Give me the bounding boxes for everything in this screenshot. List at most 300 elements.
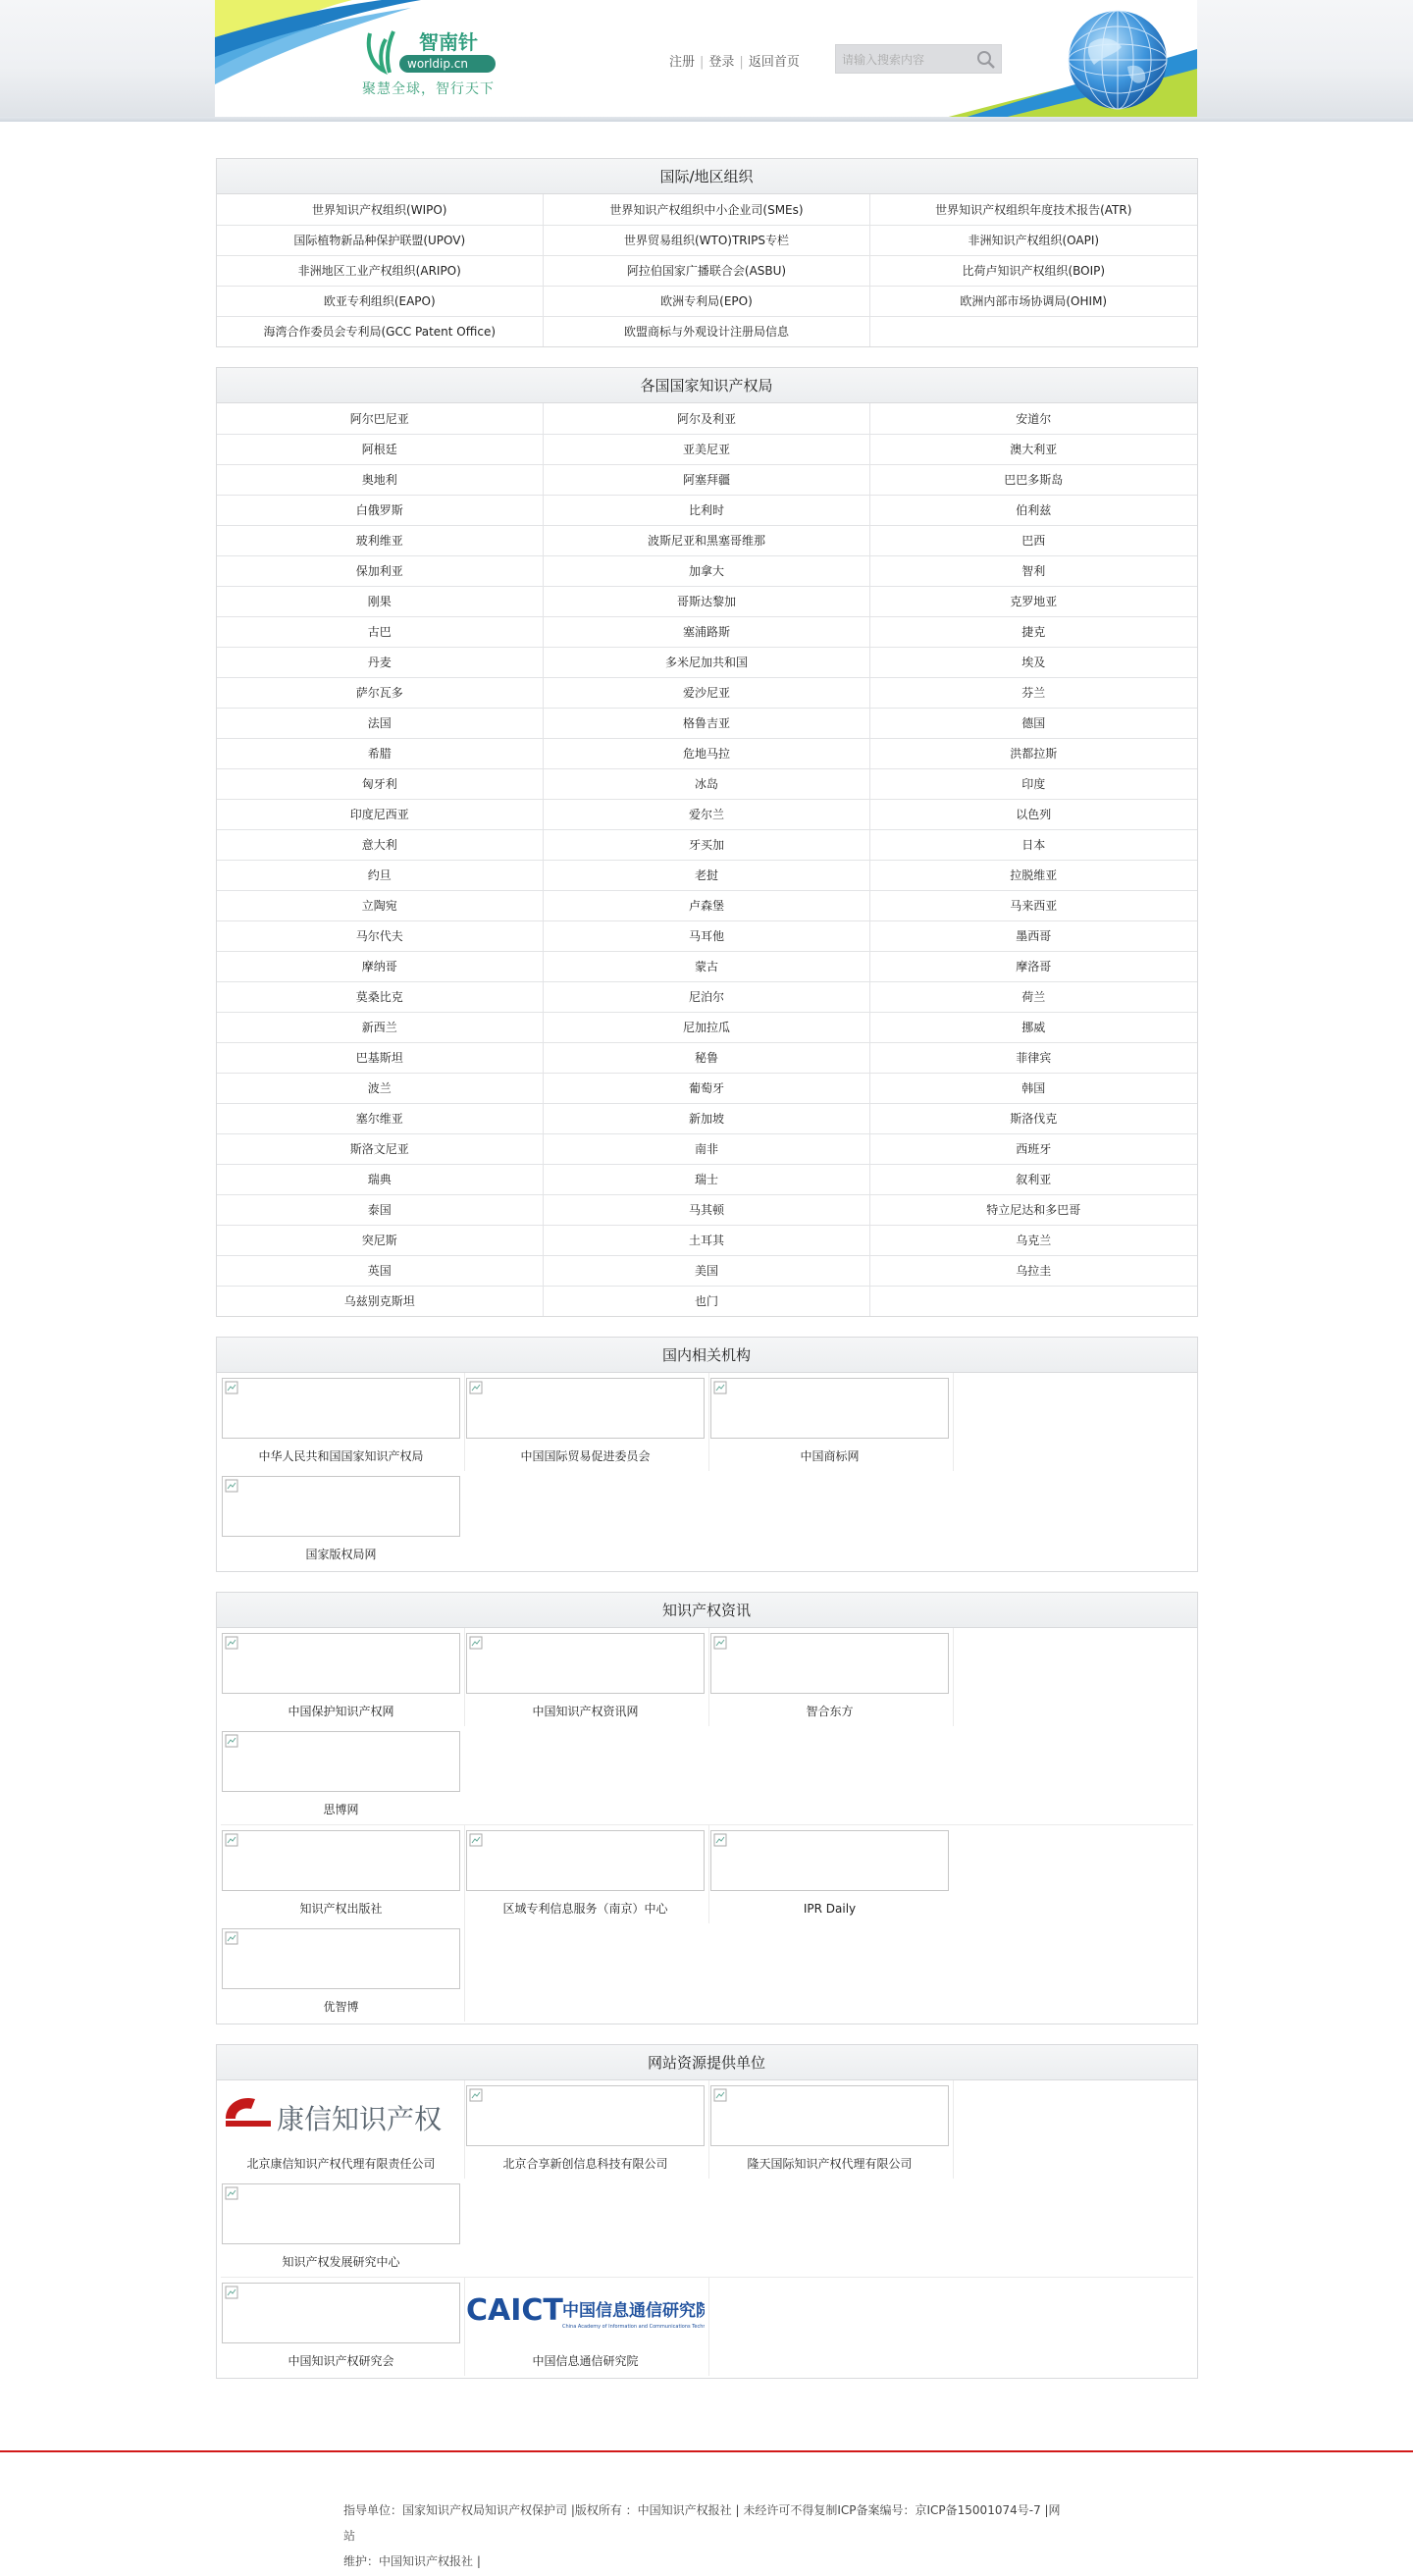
link-item[interactable]: 欧洲专利局(EPO) <box>660 294 753 308</box>
card-news-3[interactable] <box>221 1726 465 1824</box>
link-item[interactable]: 波兰 <box>367 1081 392 1095</box>
table-cell[interactable] <box>217 255 544 286</box>
svg-text:worldip.cn: worldip.cn <box>407 57 469 71</box>
card-label[interactable]: 中国信息通信研究院 <box>532 2354 639 2368</box>
link-item[interactable]: 保加利亚 <box>355 564 403 578</box>
card-news-1[interactable] <box>465 1628 709 1726</box>
table-cell[interactable] <box>217 1103 544 1133</box>
table-cell[interactable] <box>870 403 1197 434</box>
table-cell[interactable] <box>217 464 544 495</box>
link-item[interactable]: 阿根廷 <box>361 443 397 456</box>
link-item[interactable]: 尼泊尔 <box>688 990 724 1004</box>
table-cell[interactable] <box>870 1103 1197 1133</box>
link-item[interactable]: 世界知识产权组织中小企业司(SMEs) <box>609 202 804 217</box>
table-row <box>217 555 1197 586</box>
link-item[interactable]: 约旦 <box>367 868 392 882</box>
table-cell[interactable] <box>870 860 1197 890</box>
section-ip-news <box>216 1592 1198 2024</box>
link-separator: | <box>700 55 705 70</box>
link-item[interactable]: 日本 <box>1021 838 1046 852</box>
link-item[interactable]: 欧亚专利组织(EAPO) <box>323 294 436 308</box>
link-item[interactable]: 意大利 <box>361 838 397 852</box>
card-provider-1[interactable] <box>465 2080 709 2179</box>
link-item[interactable]: 印度尼西亚 <box>349 808 409 821</box>
table-cell[interactable] <box>870 286 1197 316</box>
table-cell[interactable] <box>870 829 1197 860</box>
card-label[interactable]: IPR Daily <box>803 1902 857 1916</box>
table-cell[interactable] <box>544 1042 870 1073</box>
link-item[interactable]: 芬兰 <box>1021 686 1046 700</box>
link-item[interactable]: 世界知识产权组织年度技术报告(ATR) <box>935 202 1132 217</box>
table-cell[interactable] <box>217 1164 544 1194</box>
link-item[interactable]: 叙利亚 <box>1016 1173 1052 1186</box>
table-cell[interactable] <box>217 708 544 738</box>
card-news-6[interactable] <box>709 1825 954 1923</box>
link-item[interactable]: 瑞士 <box>694 1173 718 1186</box>
link-item[interactable]: 马其顿 <box>688 1203 724 1217</box>
card-provider-2[interactable] <box>709 2080 954 2179</box>
link-item[interactable]: 墨西哥 <box>1016 929 1052 943</box>
link-item[interactable]: 摩纳哥 <box>361 960 397 973</box>
news-cards <box>217 1628 1197 2024</box>
link-item[interactable]: 瑞典 <box>367 1173 392 1186</box>
link-item[interactable]: 乌克兰 <box>1016 1234 1052 1247</box>
table-cell[interactable] <box>870 1164 1197 1194</box>
card-label[interactable]: 知识产权发展研究中心 <box>282 2255 400 2269</box>
link-item[interactable]: 突尼斯 <box>361 1234 397 1247</box>
table-cell[interactable] <box>217 403 544 434</box>
link-item[interactable]: 海湾合作委员会专利局(GCC Patent Office) <box>263 325 497 340</box>
table-cell[interactable] <box>217 434 544 464</box>
card-label[interactable]: 中国保护知识产权网 <box>288 1705 394 1718</box>
link-item[interactable]: 智利 <box>1021 564 1046 578</box>
table-row <box>217 890 1197 920</box>
table-cell[interactable] <box>217 286 544 316</box>
footer-line-1: 指导单位：国家知识产权局知识产权保护司 |版权所有 ：中国知识产权报社 | 未经许可不得复制ICP备案编号：京ICP备15001074号-7 |网站 <box>343 2503 1061 2543</box>
table-cell[interactable] <box>870 1073 1197 1103</box>
search-input[interactable] <box>842 50 969 70</box>
svg-text:智南针: 智南针 <box>419 30 478 54</box>
link-item[interactable]: 新西兰 <box>361 1021 397 1034</box>
link-item[interactable]: 亚美尼亚 <box>682 443 730 456</box>
table-cell[interactable] <box>870 1042 1197 1073</box>
broken-image-icon <box>222 2283 460 2343</box>
link-item[interactable]: 塞尔维亚 <box>355 1112 403 1126</box>
link-item[interactable]: 刚果 <box>367 595 392 608</box>
table-cell[interactable] <box>544 525 870 555</box>
table-cell[interactable] <box>544 981 870 1012</box>
card-domestic-0[interactable] <box>221 1373 465 1471</box>
link-item[interactable]: 萨尔瓦多 <box>355 686 403 700</box>
link-item[interactable]: 泰国 <box>367 1203 392 1217</box>
provider-cards <box>217 2080 1197 2378</box>
national-office-table <box>217 403 1197 1316</box>
table-cell[interactable] <box>544 708 870 738</box>
card-label[interactable]: 智合东方 <box>806 1705 854 1718</box>
link-item[interactable]: 阿塞拜疆 <box>682 473 730 487</box>
card-provider-0[interactable] <box>221 2080 465 2179</box>
table-cell[interactable] <box>870 586 1197 616</box>
link-item[interactable]: 印度 <box>1021 777 1046 791</box>
link-item[interactable]: 伯利兹 <box>1016 503 1052 517</box>
link-item[interactable]: 玻利维亚 <box>355 534 403 548</box>
table-cell[interactable] <box>544 495 870 525</box>
link-item[interactable]: 欧盟商标与外观设计注册局信息 <box>623 325 789 340</box>
card-label[interactable]: 北京康信知识产权代理有限责任公司 <box>246 2157 436 2171</box>
table-cell[interactable] <box>870 194 1197 225</box>
table-cell[interactable] <box>217 647 544 677</box>
card-label[interactable]: 中国商标网 <box>800 1449 860 1463</box>
card-domestic-1[interactable] <box>465 1373 709 1471</box>
table-cell[interactable] <box>544 829 870 860</box>
link-item[interactable]: 莫桑比克 <box>355 990 403 1004</box>
table-cell[interactable] <box>870 1012 1197 1042</box>
link-item[interactable]: 乌拉圭 <box>1016 1264 1052 1278</box>
home-link[interactable]: 返回首页 <box>748 55 800 70</box>
table-cell[interactable] <box>217 951 544 981</box>
link-item[interactable]: 欧洲内部市场协调局(OHIM) <box>960 294 1108 308</box>
link-item[interactable]: 立陶宛 <box>361 899 397 913</box>
card-label[interactable]: 中华人民共和国国家知识产权局 <box>258 1449 424 1463</box>
table-row <box>217 1194 1197 1225</box>
card-label[interactable]: 中国知识产权资讯网 <box>532 1705 639 1718</box>
logo-slogan: 聚慧全球，智行天下 <box>362 81 495 97</box>
table-cell[interactable] <box>544 768 870 799</box>
table-cell[interactable] <box>544 799 870 829</box>
link-item[interactable]: 捷克 <box>1021 625 1046 639</box>
table-cell[interactable] <box>870 555 1197 586</box>
table-cell[interactable] <box>870 920 1197 951</box>
table-cell[interactable] <box>544 1164 870 1194</box>
main-content <box>216 158 1198 2379</box>
link-item[interactable]: 以色列 <box>1016 808 1052 821</box>
table-cell[interactable] <box>217 768 544 799</box>
link-item[interactable]: 乌兹别克斯坦 <box>343 1294 415 1309</box>
link-item[interactable]: 格鲁吉亚 <box>682 716 730 730</box>
table-cell[interactable] <box>870 738 1197 768</box>
link-item[interactable]: 比荷卢知识产权组织(BOIP) <box>962 264 1106 278</box>
table-cell[interactable] <box>217 1255 544 1286</box>
card-provider-4[interactable] <box>221 2278 465 2376</box>
table-cell[interactable] <box>544 403 870 434</box>
table-cell[interactable] <box>870 647 1197 677</box>
link-item[interactable]: 奥地利 <box>361 473 397 487</box>
broken-image-icon <box>222 1830 460 1891</box>
table-cell[interactable] <box>217 677 544 708</box>
card-label[interactable]: 优智博 <box>323 2000 359 2014</box>
table-cell[interactable] <box>544 647 870 677</box>
table-row <box>217 768 1197 799</box>
card-label[interactable]: 中国国际贸易促进委员会 <box>520 1449 651 1463</box>
link-item[interactable]: 阿拉伯国家广播联合会(ASBU) <box>626 264 787 278</box>
table-cell[interactable] <box>217 1286 544 1316</box>
table-cell[interactable] <box>217 1194 544 1225</box>
table-cell[interactable] <box>870 768 1197 799</box>
link-item[interactable]: 荷兰 <box>1021 990 1046 1004</box>
card-label[interactable]: 国家版权局网 <box>305 1548 377 1561</box>
table-cell[interactable] <box>544 1286 870 1316</box>
table-cell[interactable] <box>544 286 870 316</box>
section-international-orgs <box>216 158 1198 347</box>
table-row <box>217 316 1197 346</box>
link-item[interactable]: 阿尔及利亚 <box>676 411 736 426</box>
table-cell[interactable] <box>217 829 544 860</box>
table-cell[interactable] <box>544 464 870 495</box>
table-cell[interactable] <box>870 1225 1197 1255</box>
table-cell[interactable] <box>544 860 870 890</box>
table-cell[interactable] <box>870 225 1197 255</box>
table-cell[interactable] <box>870 1255 1197 1286</box>
link-item[interactable]: 塞浦路斯 <box>682 625 730 639</box>
broken-image-icon <box>710 1633 949 1694</box>
link-item[interactable]: 葡萄牙 <box>688 1081 724 1095</box>
link-item[interactable]: 尼加拉瓜 <box>682 1021 730 1034</box>
table-cell[interactable] <box>217 586 544 616</box>
table-cell[interactable] <box>217 1073 544 1103</box>
table-row <box>217 1012 1197 1042</box>
link-item[interactable]: 菲律宾 <box>1016 1051 1052 1065</box>
section-title: 国内相关机构 <box>217 1338 1197 1373</box>
table-row <box>217 738 1197 768</box>
table-cell[interactable] <box>544 738 870 768</box>
table-cell[interactable] <box>217 1225 544 1255</box>
link-item[interactable]: 美国 <box>694 1264 718 1278</box>
table-cell[interactable] <box>544 1225 870 1255</box>
link-item[interactable]: 马尔代夫 <box>355 929 403 943</box>
link-item[interactable]: 新加坡 <box>688 1112 724 1126</box>
card-domestic-2[interactable] <box>709 1373 954 1471</box>
link-item[interactable]: 卢森堡 <box>688 899 724 913</box>
link-item[interactable]: 巴巴多斯岛 <box>1004 473 1064 487</box>
link-item[interactable]: 波斯尼亚和黑塞哥维那 <box>647 534 765 548</box>
card-news-2[interactable] <box>709 1628 954 1726</box>
table-cell[interactable] <box>870 434 1197 464</box>
link-item[interactable]: 爱尔兰 <box>688 808 724 821</box>
table-cell[interactable] <box>217 1012 544 1042</box>
table-cell[interactable] <box>217 616 544 647</box>
card-label[interactable]: 中国知识产权研究会 <box>288 2354 394 2368</box>
link-item[interactable]: 特立尼达和多巴哥 <box>986 1203 1081 1217</box>
table-row <box>217 434 1197 464</box>
link-item[interactable]: 澳大利亚 <box>1010 443 1058 456</box>
link-item[interactable]: 牙买加 <box>688 838 724 852</box>
table-row <box>217 1255 1197 1286</box>
link-item[interactable]: 老挝 <box>694 868 718 882</box>
table-cell[interactable] <box>217 555 544 586</box>
section-national-ip-offices <box>216 367 1198 1317</box>
table-cell[interactable] <box>544 194 870 225</box>
section-title: 国际/地区组织 <box>217 159 1197 194</box>
table-cell[interactable] <box>870 616 1197 647</box>
section-title: 知识产权资讯 <box>217 1593 1197 1628</box>
link-item[interactable]: 也门 <box>694 1294 718 1309</box>
table-cell[interactable] <box>870 495 1197 525</box>
login-link[interactable]: 登录 <box>708 55 735 70</box>
link-item[interactable]: 世界知识产权组织(WIPO) <box>312 202 447 217</box>
intl-org-table <box>217 194 1197 346</box>
table-cell[interactable] <box>870 677 1197 708</box>
table-cell[interactable] <box>544 951 870 981</box>
broken-image-icon <box>710 1830 949 1891</box>
table-cell[interactable] <box>544 255 870 286</box>
table-cell[interactable] <box>544 434 870 464</box>
table-cell[interactable] <box>870 951 1197 981</box>
table-row <box>217 1042 1197 1073</box>
link-item[interactable]: 非洲地区工业产权组织(ARIPO) <box>297 264 461 278</box>
link-item[interactable]: 西班牙 <box>1016 1142 1052 1156</box>
link-item[interactable]: 斯洛伐克 <box>1010 1112 1058 1126</box>
kangxin-logo <box>222 2085 460 2146</box>
search-icon[interactable] <box>975 49 997 71</box>
link-item[interactable]: 希腊 <box>367 747 392 761</box>
broken-image-icon <box>222 2183 460 2244</box>
link-item[interactable]: 英国 <box>367 1264 392 1278</box>
link-item[interactable]: 摩洛哥 <box>1016 960 1052 973</box>
section-title: 网站资源提供单位 <box>217 2045 1197 2080</box>
broken-image-icon <box>466 1378 705 1439</box>
link-item[interactable]: 巴西 <box>1021 534 1046 548</box>
card-domestic-3[interactable] <box>221 1471 465 1569</box>
link-item[interactable]: 洪都拉斯 <box>1010 747 1058 761</box>
table-cell[interactable] <box>544 1255 870 1286</box>
link-item[interactable]: 比利时 <box>688 503 724 517</box>
link-item[interactable]: 拉脱维亚 <box>1010 868 1058 882</box>
table-row <box>217 495 1197 525</box>
link-item[interactable]: 白俄罗斯 <box>355 503 403 517</box>
table-cell[interactable] <box>217 194 544 225</box>
table-cell[interactable] <box>217 738 544 768</box>
link-item[interactable]: 韩国 <box>1021 1081 1046 1095</box>
table-cell[interactable] <box>217 920 544 951</box>
table-row <box>217 1286 1197 1316</box>
link-item[interactable]: 危地马拉 <box>682 747 730 761</box>
link-item[interactable]: 巴基斯坦 <box>355 1051 403 1065</box>
card-label[interactable]: 北京合享新创信息科技有限公司 <box>502 2157 668 2171</box>
card-label[interactable]: 隆天国际知识产权代理有限公司 <box>747 2157 913 2171</box>
card-news-0[interactable] <box>221 1628 465 1726</box>
broken-image-icon <box>710 1378 949 1439</box>
table-cell[interactable] <box>544 890 870 920</box>
table-cell[interactable] <box>217 316 544 346</box>
table-cell[interactable] <box>544 1012 870 1042</box>
table-cell[interactable] <box>870 1133 1197 1164</box>
broken-image-icon <box>222 1731 460 1792</box>
link-item[interactable]: 匈牙利 <box>361 777 397 791</box>
table-row <box>217 920 1197 951</box>
link-item[interactable]: 法国 <box>367 716 392 730</box>
table-cell[interactable] <box>544 555 870 586</box>
table-cell[interactable] <box>870 981 1197 1012</box>
link-item[interactable]: 斯洛文尼亚 <box>349 1142 409 1156</box>
link-item[interactable]: 埃及 <box>1021 656 1046 669</box>
link-item[interactable]: 马来西亚 <box>1010 899 1058 913</box>
card-news-4[interactable] <box>221 1825 465 1923</box>
table-cell[interactable] <box>217 981 544 1012</box>
link-item[interactable]: 国际植物新品种保护联盟(UPOV) <box>293 234 466 247</box>
table-cell[interactable] <box>870 525 1197 555</box>
table-row <box>217 286 1197 316</box>
card-label[interactable]: 思博网 <box>323 1803 359 1816</box>
card-news-5[interactable] <box>465 1825 709 1923</box>
link-item[interactable]: 加拿大 <box>688 564 724 578</box>
table-row <box>217 1225 1197 1255</box>
link-item[interactable]: 非洲知识产权组织(OAPI) <box>968 234 1100 247</box>
table-cell[interactable] <box>217 225 544 255</box>
link-item[interactable]: 爱沙尼亚 <box>682 686 730 700</box>
link-item[interactable]: 世界贸易组织(WTO)TRIPS专栏 <box>623 234 790 247</box>
card-news-7[interactable] <box>221 1923 465 2022</box>
table-cell[interactable] <box>544 616 870 647</box>
table-row <box>217 860 1197 890</box>
link-item[interactable]: 丹麦 <box>367 656 392 669</box>
table-cell[interactable] <box>544 1103 870 1133</box>
table-cell[interactable] <box>544 316 870 346</box>
link-item[interactable]: 哥斯达黎加 <box>676 595 736 608</box>
table-cell[interactable] <box>870 255 1197 286</box>
link-item[interactable]: 安道尔 <box>1016 411 1052 426</box>
table-cell[interactable] <box>217 860 544 890</box>
link-item[interactable]: 古巴 <box>367 625 392 639</box>
table-cell[interactable] <box>544 677 870 708</box>
table-row <box>217 1073 1197 1103</box>
table-cell[interactable] <box>217 1133 544 1164</box>
table-cell[interactable] <box>870 799 1197 829</box>
table-cell[interactable] <box>544 920 870 951</box>
link-item[interactable]: 秘鲁 <box>694 1051 718 1065</box>
table-cell[interactable] <box>217 1042 544 1073</box>
card-label[interactable]: 区域专利信息服务（南京）中心 <box>502 1902 668 1916</box>
section-domestic-institutions <box>216 1337 1198 1572</box>
section-title: 各国国家知识产权局 <box>217 368 1197 403</box>
table-cell[interactable] <box>870 708 1197 738</box>
table-row <box>217 194 1197 225</box>
table-row <box>217 616 1197 647</box>
card-label[interactable]: 知识产权出版社 <box>299 1902 383 1916</box>
table-cell <box>870 316 1197 346</box>
table-cell[interactable] <box>544 1194 870 1225</box>
svg-text:China Academy of Information a: China Academy of Information and Communications Technology <box>561 2324 705 2330</box>
header <box>215 0 1197 119</box>
table-cell[interactable] <box>544 225 870 255</box>
table-cell[interactable] <box>217 799 544 829</box>
register-link[interactable]: 注册 <box>669 55 696 70</box>
table-cell[interactable] <box>217 890 544 920</box>
broken-image-icon <box>710 2085 949 2146</box>
card-provider-3[interactable] <box>221 2179 465 2277</box>
link-item[interactable]: 冰岛 <box>694 777 718 791</box>
link-item[interactable]: 阿尔巴尼亚 <box>349 411 409 426</box>
search-box <box>835 44 1002 74</box>
link-item[interactable]: 多米尼加共和国 <box>664 656 748 669</box>
table-cell[interactable] <box>217 525 544 555</box>
link-item[interactable]: 德国 <box>1021 716 1046 730</box>
table-cell[interactable] <box>870 890 1197 920</box>
table-cell[interactable] <box>870 464 1197 495</box>
card-provider-5[interactable] <box>465 2278 709 2376</box>
link-item[interactable]: 蒙古 <box>694 960 718 973</box>
table-cell[interactable] <box>544 586 870 616</box>
link-item[interactable]: 南非 <box>694 1142 718 1156</box>
link-item[interactable]: 克罗地亚 <box>1010 595 1058 608</box>
link-item[interactable]: 马耳他 <box>688 929 724 943</box>
link-item[interactable]: 土耳其 <box>688 1234 724 1247</box>
svg-text:康信知识产权: 康信知识产权 <box>276 2103 442 2135</box>
table-cell[interactable] <box>544 1073 870 1103</box>
table-cell[interactable] <box>544 1133 870 1164</box>
table-cell[interactable] <box>217 495 544 525</box>
table-cell[interactable] <box>870 1194 1197 1225</box>
link-item[interactable]: 挪威 <box>1021 1021 1046 1034</box>
